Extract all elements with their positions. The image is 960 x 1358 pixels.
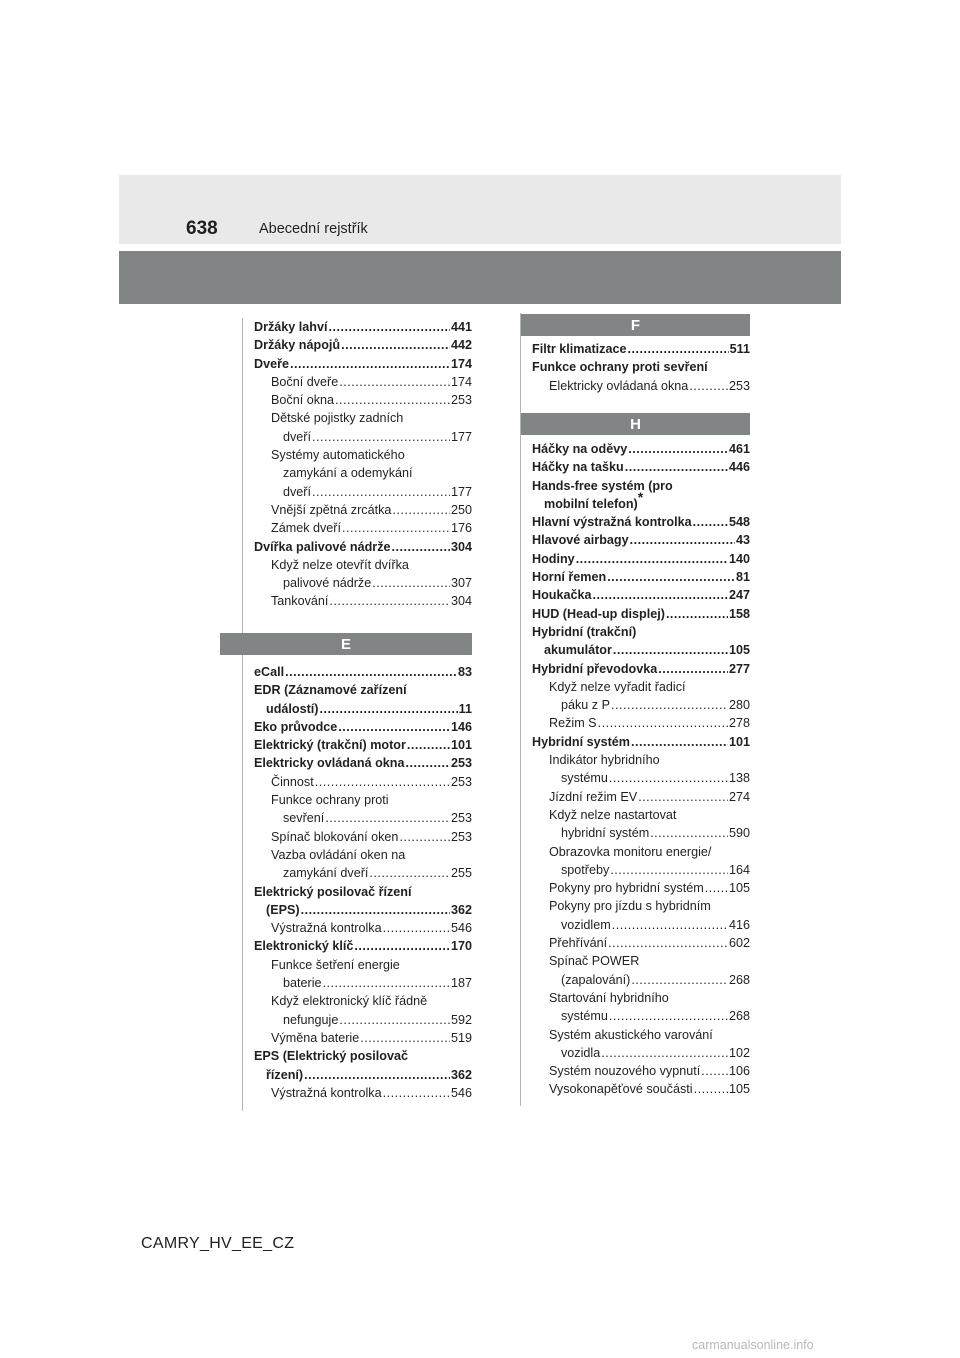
dot-leader <box>625 458 728 476</box>
index-entry <box>532 377 750 395</box>
index-entry <box>254 409 472 427</box>
dot-leader <box>392 501 450 519</box>
index-entry <box>532 733 750 751</box>
index-entry <box>254 519 472 537</box>
page-number: 638 <box>186 218 218 239</box>
index-entry <box>254 864 472 882</box>
dot-leader <box>666 605 728 623</box>
index-entry <box>254 556 472 574</box>
index-entry-text: řízení) <box>266 1067 304 1082</box>
dot-leader <box>705 879 728 897</box>
index-page-number: 146 <box>450 719 472 734</box>
index-entry <box>254 592 472 610</box>
index-entry <box>254 574 472 592</box>
index-page-number: 307 <box>450 576 472 591</box>
index-entry-text: Když nelze nastartovat <box>549 807 677 822</box>
dot-leader <box>339 1011 450 1029</box>
index-entry <box>532 769 750 787</box>
index-entry-text: EPS (Elektrický posilovač <box>254 1049 408 1064</box>
index-entry <box>532 531 750 549</box>
index-page-number: 105 <box>728 881 750 896</box>
index-entry <box>532 1026 750 1044</box>
index-entry-text: Systémy automatického <box>271 448 405 463</box>
dot-leader <box>392 538 450 556</box>
index-page-number: 253 <box>728 378 750 393</box>
index-entry-text: Háčky na tašku <box>532 460 624 475</box>
index-entry <box>254 373 472 391</box>
index-entry <box>254 791 472 809</box>
index-group-e <box>254 663 472 1102</box>
index-page-number: 187 <box>450 976 472 991</box>
index-page-number: 441 <box>450 320 472 334</box>
index-page-number: 102 <box>728 1045 750 1060</box>
dot-leader <box>658 660 728 678</box>
index-entry-text: dveří <box>283 429 311 444</box>
dot-leader <box>693 513 728 531</box>
index-entry <box>532 513 750 531</box>
index-entry <box>254 501 472 519</box>
letter-heading-h: H <box>521 413 750 435</box>
index-entry-text: Boční dveře <box>271 374 339 389</box>
index-entry-text: Funkce šetření energie <box>271 957 400 972</box>
index-page-number: 101 <box>450 738 472 753</box>
index-entry <box>254 428 472 446</box>
index-entry-text: Elektricky ovládaná okna <box>254 756 405 771</box>
index-entry-text: Háčky na oděvy <box>532 442 628 456</box>
index-entry <box>532 440 750 458</box>
dot-leader <box>628 340 729 358</box>
letter-heading-f: F <box>521 314 750 336</box>
index-entry <box>532 586 750 604</box>
index-entry-text: Tankování <box>271 594 329 609</box>
index-entry-text: Systém akustického varování <box>549 1027 713 1042</box>
index-page-number: 138 <box>728 771 750 786</box>
index-entry <box>254 446 472 464</box>
index-entry <box>254 1066 472 1084</box>
index-entry <box>532 916 750 934</box>
index-entry <box>254 681 472 699</box>
index-group-h <box>532 440 750 1099</box>
dot-leader <box>312 428 450 446</box>
index-entry-text: sevření <box>283 811 325 826</box>
index-entry-text: událostí) <box>266 701 319 716</box>
index-entry-text: Spínač POWER <box>549 954 640 969</box>
index-page-number: 511 <box>729 342 750 356</box>
index-page-number: 176 <box>450 521 472 536</box>
footnote-marker: * <box>637 488 644 505</box>
index-entry <box>254 355 472 373</box>
index-entry-text: Pokyny pro jízdu s hybridním <box>549 899 711 914</box>
dot-leader <box>338 718 450 736</box>
index-entry <box>254 318 472 336</box>
index-entry <box>532 605 750 623</box>
index-group-d <box>254 318 472 611</box>
dot-leader <box>285 663 457 681</box>
index-entry-text: mobilní telefon)* <box>544 488 644 511</box>
index-page-number: 253 <box>450 829 472 844</box>
index-entry <box>532 623 750 641</box>
index-entry-text: Vnější zpětná zrcátka <box>271 502 392 517</box>
index-entry <box>532 488 750 513</box>
index-entry <box>532 1080 750 1098</box>
index-page-number: 590 <box>728 826 750 841</box>
index-entry-text: Pokyny pro hybridní systém <box>549 881 704 896</box>
index-entry <box>532 458 750 476</box>
index-entry-text: Výstražná kontrolka <box>271 1085 382 1100</box>
document-code: CAMRY_HV_EE_CZ <box>141 1235 295 1252</box>
index-page-number: 101 <box>728 734 750 749</box>
index-group-f <box>532 340 750 395</box>
dot-leader <box>304 1066 450 1084</box>
dot-leader <box>689 377 728 395</box>
index-entry-text: Činnost <box>271 774 314 789</box>
index-page-number: 416 <box>728 917 750 932</box>
index-entry-text: systému <box>561 771 608 786</box>
index-entry-text: Houkačka <box>532 588 592 603</box>
index-entry-text: vozidlem <box>561 917 611 932</box>
index-entry-text: Systém nouzového vypnutí <box>549 1064 701 1079</box>
index-entry-text: spotřeby <box>561 862 610 877</box>
dot-leader <box>610 861 728 879</box>
index-entry <box>254 464 472 482</box>
index-entry-text: palivové nádrže <box>283 576 372 591</box>
index-entry-text: páku z P <box>561 698 611 713</box>
index-entry-text: dveří <box>283 484 311 499</box>
header-dark-band <box>119 251 841 304</box>
index-entry-text: Když elektronický klíč řádně <box>271 994 428 1009</box>
index-entry-text: Spínač blokování oken <box>271 829 399 844</box>
index-entry-text: Funkce ochrany proti sevření <box>532 360 708 375</box>
index-entry <box>532 641 750 659</box>
index-entry-text: Vazba ovládání oken na <box>271 847 406 862</box>
index-page-number: 177 <box>450 429 472 444</box>
index-page-number: 170 <box>450 939 472 954</box>
index-entry <box>532 897 750 915</box>
section-title: Abecední rejstřík <box>259 221 368 237</box>
index-page-number: 442 <box>450 338 472 353</box>
dot-leader <box>383 919 450 937</box>
index-entry-text: Hlavové airbagy <box>532 533 629 548</box>
index-page-number: 11 <box>458 701 472 716</box>
index-entry-text: Obrazovka monitoru energie/ <box>549 844 712 859</box>
dot-leader <box>290 355 450 373</box>
index-entry-text: Výstražná kontrolka <box>271 921 382 936</box>
index-entry-text: Hybridní systém <box>532 734 630 749</box>
index-entry-text: Hlavní výstražná kontrolka <box>532 515 692 530</box>
index-entry <box>532 358 750 376</box>
index-entry <box>254 754 472 772</box>
index-entry <box>254 336 472 354</box>
index-entry <box>254 901 472 919</box>
index-page-number: 278 <box>728 716 750 731</box>
index-page-number: 105 <box>728 1082 750 1097</box>
index-entry <box>532 989 750 1007</box>
index-entry <box>532 806 750 824</box>
dot-leader <box>312 483 450 501</box>
index-entry <box>254 883 472 901</box>
index-entry-text: Dveře <box>254 356 290 371</box>
index-page-number: 362 <box>450 1067 472 1082</box>
index-page-number: 106 <box>728 1064 750 1079</box>
dot-leader <box>329 318 450 336</box>
index-entry-text: Elektrický posilovač řízení <box>254 884 412 899</box>
index-page-number: 174 <box>450 356 472 371</box>
index-entry <box>254 538 472 556</box>
index-entry <box>254 846 472 864</box>
dot-leader <box>372 574 450 592</box>
index-entry <box>254 391 472 409</box>
dot-leader <box>609 1007 728 1025</box>
dot-leader <box>335 391 450 409</box>
index-entry <box>254 483 472 501</box>
dot-leader <box>631 733 728 751</box>
index-page-number: 83 <box>457 665 472 679</box>
index-entry-text: Horní řemen <box>532 570 607 585</box>
dot-leader <box>576 550 728 568</box>
index-entry <box>254 773 472 791</box>
index-entry <box>254 809 472 827</box>
index-page-number: 177 <box>450 484 472 499</box>
index-entry-text: HUD (Head-up displej) <box>532 606 665 621</box>
index-entry-text: Filtr klimatizace <box>532 342 627 356</box>
dot-leader <box>609 769 728 787</box>
index-entry-text: Výměna baterie <box>271 1030 360 1045</box>
index-entry <box>532 1062 750 1080</box>
index-entry-text: (EPS) <box>266 902 300 917</box>
index-entry-text: Když nelze vyřadit řadicí <box>549 679 686 694</box>
dot-leader <box>319 700 457 718</box>
index-entry <box>532 696 750 714</box>
index-entry <box>254 718 472 736</box>
index-entry <box>254 937 472 955</box>
index-entry <box>532 1044 750 1062</box>
index-entry <box>254 1029 472 1047</box>
index-entry-text: Funkce ochrany proti <box>271 793 389 808</box>
index-entry-text: Režim S <box>549 716 597 731</box>
dot-leader <box>301 901 450 919</box>
index-entry-text: Hands-free systém (pro <box>532 478 673 493</box>
index-page-number: 253 <box>450 774 472 789</box>
index-entry <box>532 1007 750 1025</box>
index-entry <box>532 550 750 568</box>
index-entry <box>254 992 472 1010</box>
index-entry-text: zamykání dveří <box>283 866 369 881</box>
index-entry <box>254 1011 472 1029</box>
index-page-number: 446 <box>728 460 750 475</box>
dot-leader <box>341 336 450 354</box>
index-page-number: 253 <box>450 393 472 408</box>
index-entry <box>254 828 472 846</box>
index-entry-text: Elektronický klíč <box>254 939 354 954</box>
index-entry-text: Zámek dveří <box>271 521 341 536</box>
index-page-number: 546 <box>450 1085 472 1100</box>
letter-heading-e: E <box>220 633 472 655</box>
index-entry-text: Elektricky ovládaná okna <box>549 378 689 393</box>
index-entry-text: Hodiny <box>532 551 575 566</box>
index-entry <box>532 568 750 586</box>
dot-leader <box>631 971 728 989</box>
index-entry-text: Eko průvodce <box>254 719 338 734</box>
index-page-number: 519 <box>450 1030 472 1045</box>
dot-leader <box>383 1084 450 1102</box>
index-page-number: 546 <box>450 921 472 936</box>
index-page-number: 81 <box>735 570 750 585</box>
index-page-number: 268 <box>728 972 750 987</box>
dot-leader <box>611 696 728 714</box>
index-entry-text: zamykání a odemykání <box>283 466 413 481</box>
dot-leader <box>323 974 450 992</box>
index-entry-text: Přehřívání <box>549 936 608 951</box>
index-entry-text: Když nelze otevřít dvířka <box>271 557 409 572</box>
dot-leader <box>607 568 735 586</box>
index-page-number: 268 <box>728 1009 750 1024</box>
index-page-number: 253 <box>450 811 472 826</box>
dot-leader <box>342 519 450 537</box>
dot-leader <box>360 1029 450 1047</box>
dot-leader <box>325 809 450 827</box>
dot-leader <box>598 714 728 732</box>
index-entry-text: Startování hybridního <box>549 990 669 1005</box>
index-entry <box>254 974 472 992</box>
dot-leader <box>650 824 728 842</box>
index-entry-text: EDR (Záznamové zařízení <box>254 683 407 698</box>
right-index-column <box>520 313 751 1106</box>
dot-leader <box>630 531 735 549</box>
index-entry-text: Držáky nápojů <box>254 338 341 353</box>
index-entry <box>532 952 750 970</box>
index-page-number: 280 <box>728 698 750 713</box>
index-entry-text: Indikátor hybridního <box>549 753 660 768</box>
index-entry <box>532 660 750 678</box>
index-entry-text: akumulátor <box>544 643 612 658</box>
dot-leader <box>593 586 728 604</box>
dot-leader <box>329 592 450 610</box>
index-entry <box>532 879 750 897</box>
index-page-number: 105 <box>728 643 750 658</box>
index-page-number: 253 <box>450 756 472 771</box>
index-page-number: 158 <box>728 606 750 621</box>
index-page-number: 592 <box>450 1012 472 1027</box>
index-entry <box>532 714 750 732</box>
index-entry <box>254 919 472 937</box>
header-top-band <box>119 175 841 244</box>
index-entry-text: hybridní systém <box>561 826 650 841</box>
index-entry-text: Hybridní převodovka <box>532 661 658 676</box>
index-page-number: 255 <box>450 866 472 881</box>
index-entry <box>254 663 472 681</box>
index-entry <box>254 1047 472 1065</box>
index-page-number: 43 <box>735 533 750 548</box>
index-entry-text: (zapalování) <box>561 972 631 987</box>
index-page-number: 274 <box>728 789 750 804</box>
index-entry <box>254 700 472 718</box>
index-entry <box>532 843 750 861</box>
index-page-number: 548 <box>728 515 750 530</box>
index-entry-text: systému <box>561 1009 608 1024</box>
dot-leader <box>701 1062 728 1080</box>
dot-leader <box>315 773 450 791</box>
dot-leader <box>612 916 728 934</box>
index-entry-text: Hybridní (trakční) <box>532 624 637 639</box>
dot-leader <box>399 828 450 846</box>
dot-leader <box>694 1080 728 1098</box>
index-page-number: 164 <box>728 862 750 877</box>
index-entry <box>532 934 750 952</box>
index-entry-text: Dvířka palivové nádrže <box>254 539 391 554</box>
dot-leader <box>407 736 450 754</box>
index-entry-text: nefunguje <box>283 1012 339 1027</box>
index-entry-text: vozidla <box>561 1045 601 1060</box>
index-entry-text: Jízdní režim EV <box>549 789 638 804</box>
dot-leader <box>354 937 450 955</box>
index-entry <box>254 736 472 754</box>
dot-leader <box>406 754 450 772</box>
index-entry <box>532 971 750 989</box>
dot-leader <box>613 641 728 659</box>
index-entry-text: baterie <box>283 976 322 991</box>
index-entry <box>254 956 472 974</box>
index-page-number: 304 <box>450 594 472 609</box>
index-page-number: 362 <box>450 902 472 917</box>
index-entry <box>532 788 750 806</box>
index-entry <box>532 861 750 879</box>
index-page-number: 250 <box>450 502 472 517</box>
index-page-number: 174 <box>450 374 472 389</box>
index-entry <box>532 824 750 842</box>
dot-leader <box>339 373 450 391</box>
index-entry <box>532 751 750 769</box>
index-entry-text: Vysokonapěťové součásti <box>549 1082 693 1097</box>
left-index-column <box>242 318 471 1111</box>
index-page-number: 304 <box>450 539 472 554</box>
index-entry-text: eCall <box>254 665 285 679</box>
dot-leader <box>638 788 728 806</box>
index-entry <box>532 340 750 358</box>
index-entry <box>254 1084 472 1102</box>
index-page-number: 461 <box>728 442 750 456</box>
dot-leader <box>628 440 728 458</box>
index-page-number: 140 <box>728 551 750 566</box>
dot-leader <box>369 864 450 882</box>
dot-leader <box>608 934 728 952</box>
index-entry-text: Elektrický (trakční) motor <box>254 738 406 753</box>
dot-leader <box>601 1044 728 1062</box>
index-page-number: 277 <box>728 661 750 676</box>
index-entry-text: Držáky lahví <box>254 320 328 334</box>
index-page-number: 602 <box>728 936 750 951</box>
index-entry-text: Dětské pojistky zadních <box>271 411 404 426</box>
index-entry <box>532 678 750 696</box>
index-entry-text: Boční okna <box>271 393 335 408</box>
index-page-number: 247 <box>728 588 750 603</box>
watermark: carmanualsonline.info <box>692 1338 814 1352</box>
